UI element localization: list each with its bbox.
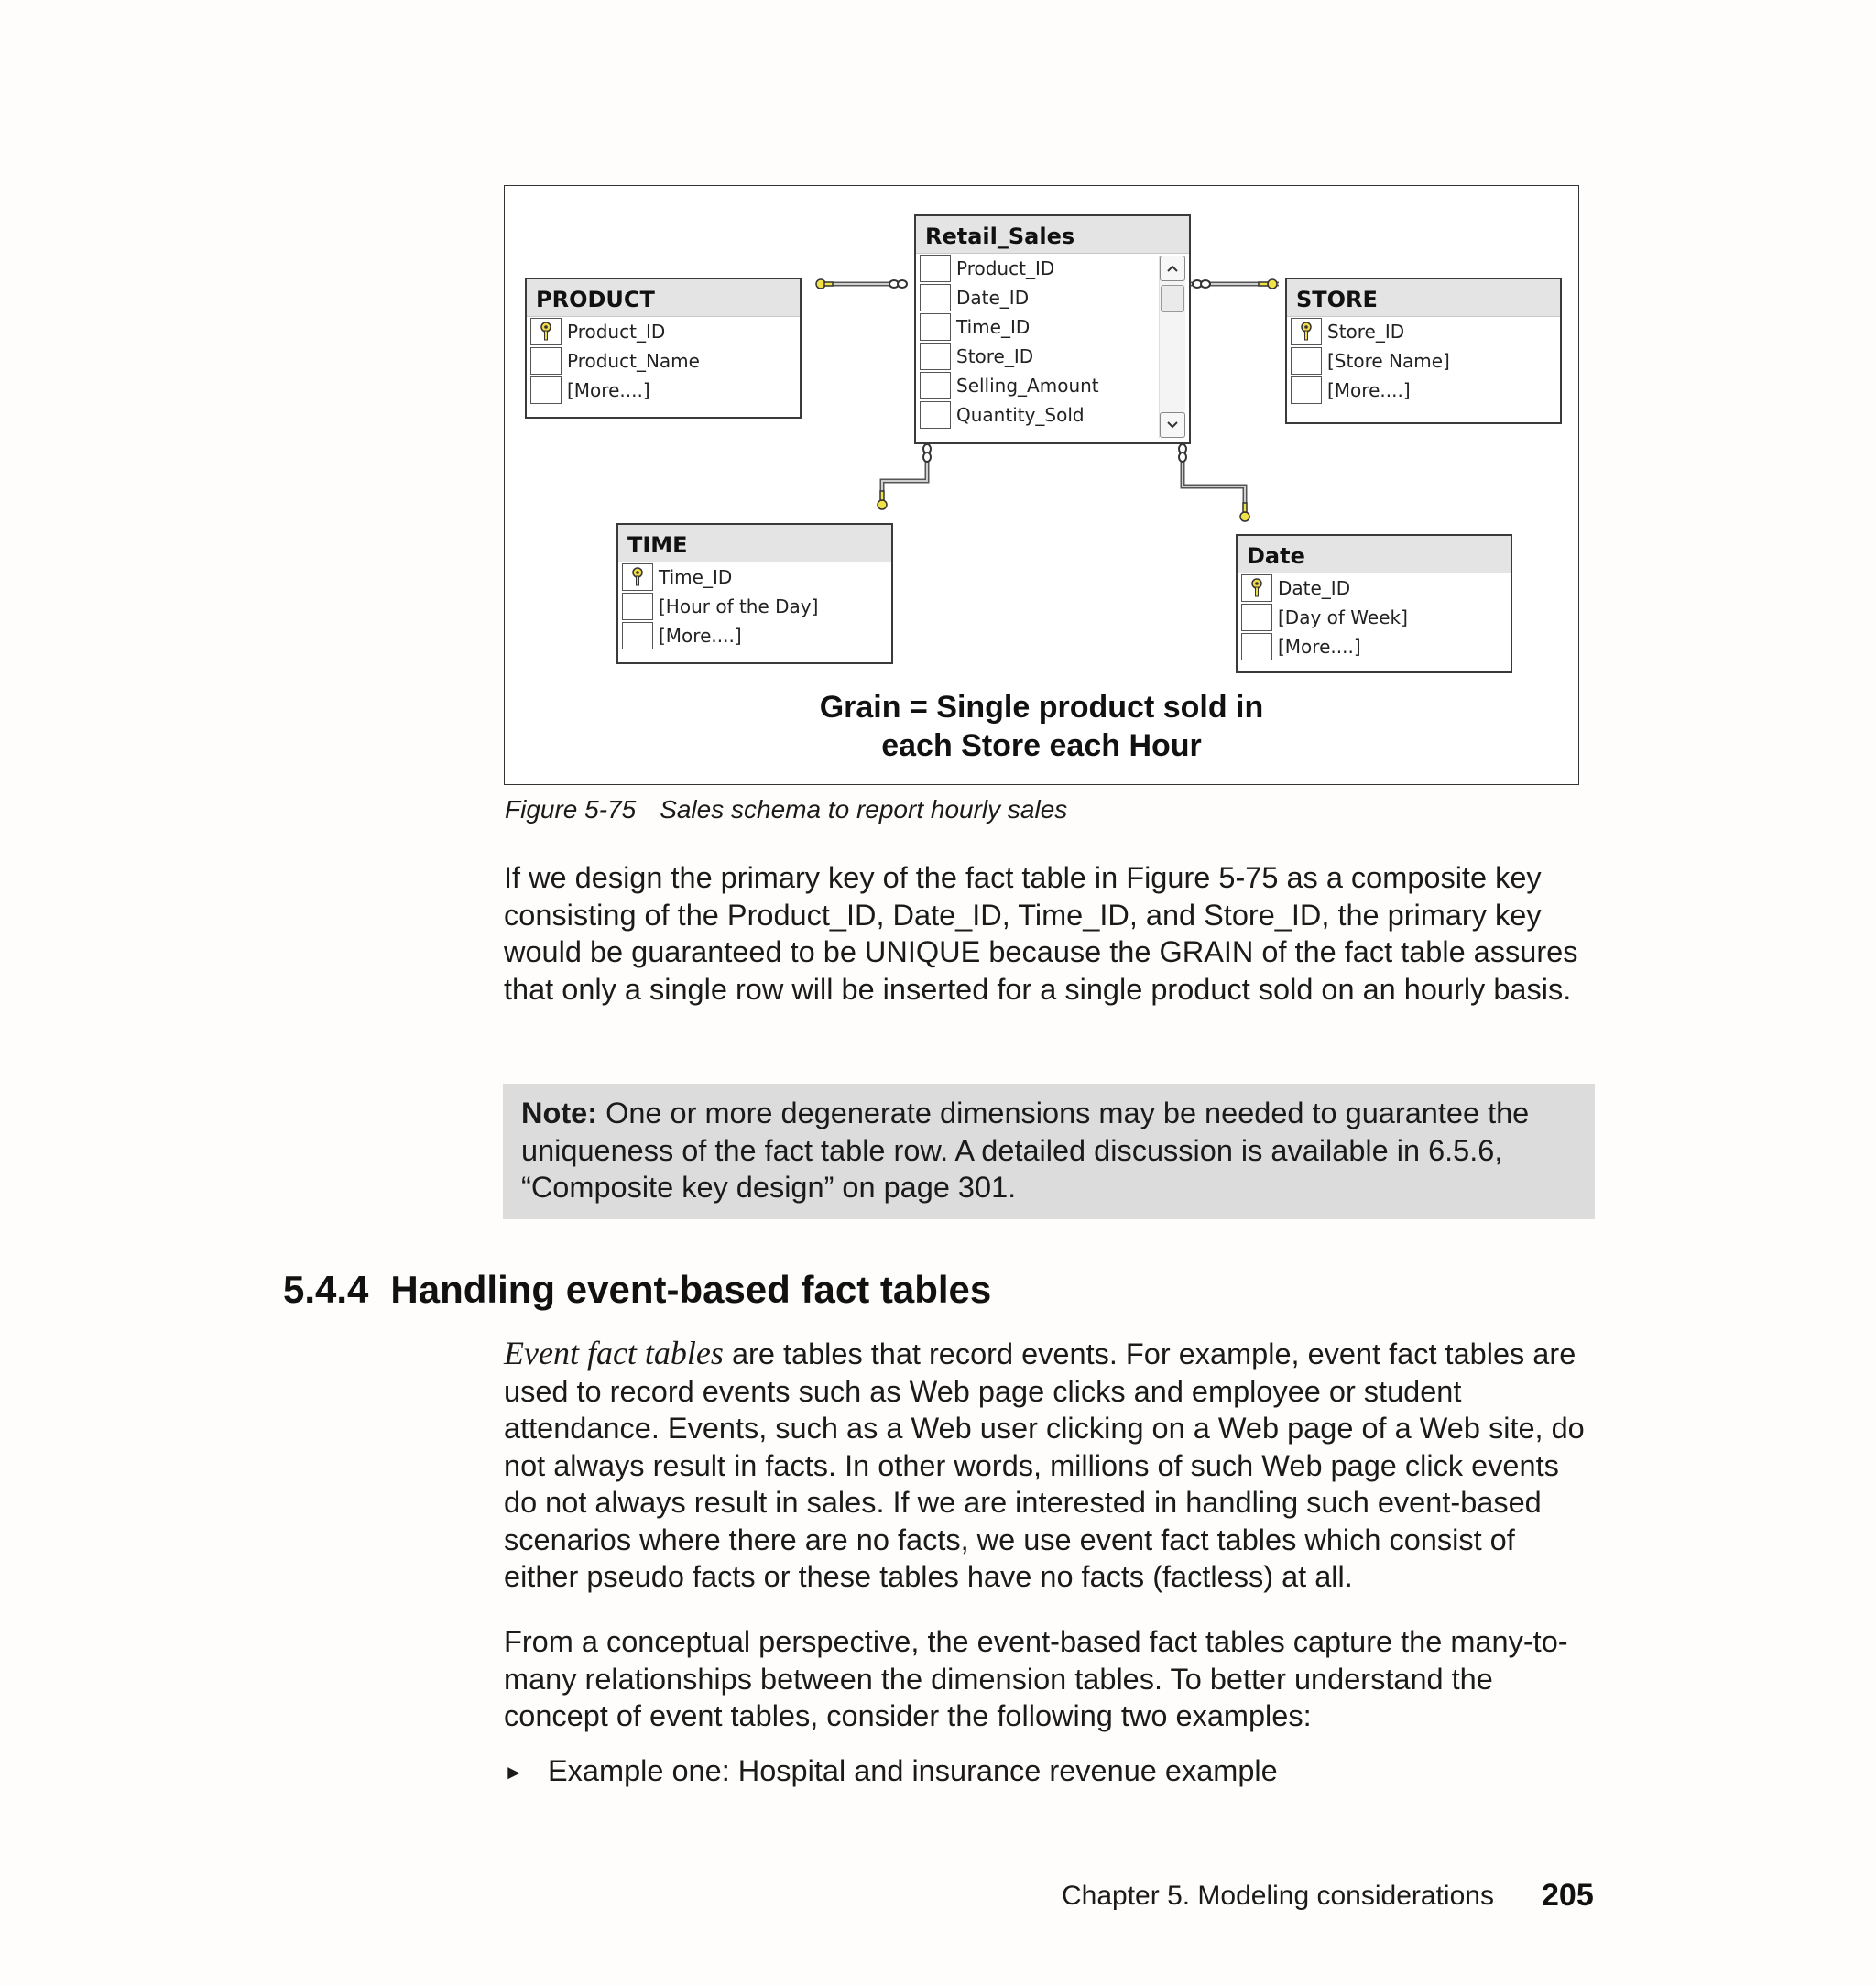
key-end-icon	[1240, 503, 1249, 521]
table-field-row[interactable]	[618, 562, 891, 592]
table-title: Retail_Sales	[916, 216, 1189, 254]
paragraph-text: are tables that record events. For example, event fact tables are used to record events such as Web page clicks and employee or student attendance. Events, such as a Web user clicking on a Web page of a Web site, do not always result in facts. In other words, millions of such Web page click events do not always result in sales. If we are interested in handling such event-based scenarios where there are no facts, we use event fact tables which consist of either pseudo facts or these tables have no facts (factless) at all.	[504, 1337, 1585, 1593]
section-heading	[283, 1268, 991, 1312]
page-number: 205	[1542, 1878, 1594, 1913]
field-name: [Store Name]	[1327, 350, 1450, 372]
table-date[interactable]	[1236, 534, 1512, 673]
primary-key-icon	[1291, 318, 1322, 345]
figure-caption-text: Sales schema to report hourly sales	[660, 795, 1068, 824]
section-title: Handling event-based fact tables	[390, 1268, 992, 1311]
field-name: [More....]	[1278, 636, 1361, 658]
key-end-icon	[816, 279, 833, 289]
row-selector	[530, 347, 562, 375]
field-name: Time_ID	[659, 566, 733, 588]
scroll-up-button[interactable]	[1160, 256, 1185, 281]
field-name: [More....]	[659, 625, 742, 647]
table-product[interactable]	[525, 278, 802, 419]
field-name: Store_ID	[1327, 321, 1405, 343]
field-name: Store_ID	[956, 345, 1034, 367]
vertical-scrollbar[interactable]	[1159, 256, 1185, 438]
table-field-row[interactable]	[916, 342, 1189, 371]
table-field-row[interactable]	[618, 621, 891, 650]
row-selector	[920, 313, 951, 341]
field-name: [Hour of the Day]	[659, 595, 819, 617]
footer-chapter: Chapter 5. Modeling considerations	[1062, 1881, 1494, 1911]
table-field-row[interactable]	[1238, 603, 1511, 632]
row-selector	[920, 401, 951, 429]
table-field-row[interactable]	[916, 312, 1189, 342]
paragraph-text: From a conceptual perspective, the event-based fact tables capture the many-to-many relationships between the dimension tables. To better understand the concept of event tables, consider the following two examples:	[504, 1625, 1568, 1732]
figure-caption-label: Figure 5-75	[505, 795, 637, 824]
field-name: Date_ID	[956, 287, 1030, 309]
table-field-row[interactable]	[1238, 632, 1511, 661]
table-field-row[interactable]	[1287, 376, 1560, 405]
note-text: One or more degenerate dimensions may be needed to guarantee the uniqueness of the fact table row. A detailed discussion is available in 6.5.6, “Composite key design” on page 301.	[521, 1097, 1530, 1204]
table-field-row[interactable]	[916, 371, 1189, 400]
primary-key-icon	[530, 318, 562, 345]
row-selector	[1291, 347, 1322, 375]
body-paragraph	[504, 859, 1598, 1008]
table-field-row[interactable]	[618, 592, 891, 621]
row-selector	[1241, 633, 1272, 660]
row-selector	[530, 376, 562, 404]
grain-annotation	[505, 688, 1578, 765]
table-store[interactable]	[1285, 278, 1562, 424]
row-selector	[920, 255, 951, 282]
field-name: Product_ID	[567, 321, 666, 343]
chevron-down-icon	[1166, 420, 1179, 430]
row-selector	[1291, 376, 1322, 404]
grain-line: each Store each Hour	[881, 728, 1202, 763]
primary-key-icon	[1241, 574, 1272, 602]
field-name: [Day of Week]	[1278, 606, 1408, 628]
table-title: TIME	[618, 525, 891, 562]
body-paragraph	[504, 1623, 1594, 1735]
table-field-row[interactable]	[1238, 573, 1511, 603]
time-relationship-line	[882, 442, 927, 508]
field-name: Product_Name	[567, 350, 700, 372]
section-number: 5.4.4	[283, 1268, 369, 1311]
row-selector	[622, 622, 653, 649]
field-name: Date_ID	[1278, 577, 1351, 599]
table-field-row[interactable]	[527, 346, 800, 376]
emphasis-term: Event fact tables	[504, 1335, 724, 1371]
row-selector	[920, 343, 951, 370]
table-field-row[interactable]	[916, 283, 1189, 312]
row-selector	[1241, 604, 1272, 631]
paragraph-text: If we design the primary key of the fact table in Figure 5-75 as a composite key consisting of the Product_ID, Date_ID, Time_ID, and Store_ID, the primary key would be guaranteed to be UNIQUE because the GRAIN of the fact table assures that only a single row will be inserted for a single product sold on an hourly basis.	[504, 861, 1578, 1006]
table-field-row[interactable]	[1287, 317, 1560, 346]
table-field-row[interactable]	[916, 254, 1189, 283]
table-field-row[interactable]	[527, 317, 800, 346]
scroll-thumb[interactable]	[1161, 285, 1184, 312]
field-name: [More....]	[1327, 379, 1411, 401]
table-retail-sales[interactable]	[914, 214, 1191, 444]
table-title: PRODUCT	[527, 279, 800, 317]
field-name: Quantity_Sold	[956, 404, 1085, 426]
row-selector	[622, 593, 653, 620]
grain-line: Grain = Single product sold in	[819, 690, 1264, 725]
field-name: Time_ID	[956, 316, 1031, 338]
table-time[interactable]	[616, 523, 893, 664]
bullet-item	[504, 1752, 1278, 1791]
figure-caption	[505, 795, 1067, 824]
date-relationship-line	[1183, 442, 1245, 520]
figure-frame	[504, 185, 1579, 785]
key-end-icon	[878, 491, 887, 509]
bullet-text: Example one: Hospital and insurance revenue example	[548, 1754, 1278, 1787]
field-name: [More....]	[567, 379, 650, 401]
key-end-icon	[1259, 279, 1277, 289]
table-field-row[interactable]	[527, 376, 800, 405]
row-selector	[920, 284, 951, 311]
table-title: Date	[1238, 536, 1511, 573]
chevron-up-icon	[1166, 264, 1179, 273]
note-label: Note:	[521, 1097, 598, 1129]
scroll-down-button[interactable]	[1160, 412, 1185, 438]
note-box	[503, 1084, 1595, 1219]
row-selector	[920, 372, 951, 399]
table-title: STORE	[1287, 279, 1560, 317]
bullet-triangle-icon: ►	[504, 1761, 524, 1784]
field-name: Product_ID	[956, 257, 1055, 279]
field-name: Selling_Amount	[956, 375, 1099, 397]
primary-key-icon	[622, 563, 653, 591]
table-field-row[interactable]	[1287, 346, 1560, 376]
body-paragraph	[504, 1335, 1594, 1596]
table-field-row[interactable]	[916, 400, 1189, 430]
